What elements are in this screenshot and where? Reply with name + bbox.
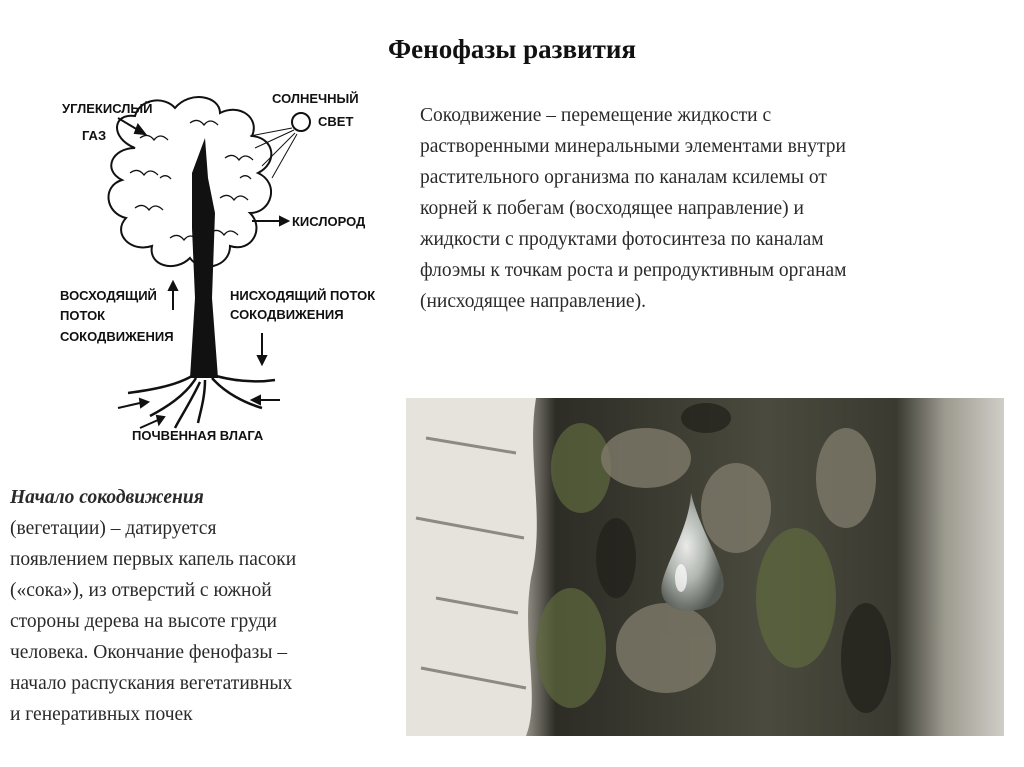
definition-line: флоэмы к точкам роста и репродуктивным органам xyxy=(420,260,847,281)
downward-flow-arrow-icon xyxy=(258,333,266,364)
definition-line: (нисходящее направление). xyxy=(420,291,646,312)
soil-moisture-arrows xyxy=(118,396,280,428)
definition-line: растительного организма по каналам ксилемы от xyxy=(420,167,827,188)
onset-line: начало распускания вегетативных xyxy=(10,673,293,694)
label-oxygen: КИСЛОРОД xyxy=(292,214,366,229)
sap-flow-definition xyxy=(420,100,1000,317)
birch-bark-sap-drop-image xyxy=(406,398,1004,736)
slide-title: Фенофазы развития xyxy=(387,34,637,64)
label-up-line3: СОКОДВИЖЕНИЯ xyxy=(60,329,174,344)
label-up-line2: ПОТОК xyxy=(60,308,106,323)
label-down-line1: НИСХОДЯЩИЙ ПОТОК xyxy=(230,288,376,303)
onset-line: человека. Окончание фенофазы – xyxy=(10,642,288,663)
definition-line: растворенными минеральными элементами внутри xyxy=(420,136,846,157)
definition-line: Сокодвижение – перемещение жидкости с xyxy=(420,105,772,126)
sap-flow-diagram xyxy=(40,78,380,448)
definition-line: корней к побегам (восходящее направление) и xyxy=(420,198,804,219)
label-down-line2: СОКОДВИЖЕНИЯ xyxy=(230,307,344,322)
tree-illustration xyxy=(40,78,380,448)
label-sun-line1: СОЛНЕЧНЫЙ xyxy=(272,91,359,106)
onset-line: стороны дерева на высоте груди xyxy=(10,611,277,632)
label-co2-line2: ГАЗ xyxy=(82,128,107,143)
birch-sap-photo xyxy=(406,398,1004,736)
sap-flow-onset-text xyxy=(10,482,395,730)
definition-line: жидкости с продуктами фотосинтеза по каналам xyxy=(420,229,824,250)
onset-line: (вегетации) – датируется xyxy=(10,518,217,539)
onset-line: («сока»), из отверстий с южной xyxy=(10,580,272,601)
tree-roots xyxy=(128,376,275,428)
oxygen-arrow-icon xyxy=(252,217,288,225)
onset-line: и генеративных почек xyxy=(10,704,193,725)
upward-flow-arrow-icon xyxy=(169,282,177,310)
label-sun-line2: СВЕТ xyxy=(318,114,354,129)
label-co2-line1: УГЛЕКИСЛЫЙ xyxy=(62,101,153,116)
onset-line: появлением первых капель пасоки xyxy=(10,549,297,570)
label-up-line1: ВОСХОДЯЩИЙ xyxy=(60,288,157,303)
label-soil: ПОЧВЕННАЯ ВЛАГА xyxy=(132,428,264,443)
onset-heading: Начало сокодвижения xyxy=(10,487,204,508)
